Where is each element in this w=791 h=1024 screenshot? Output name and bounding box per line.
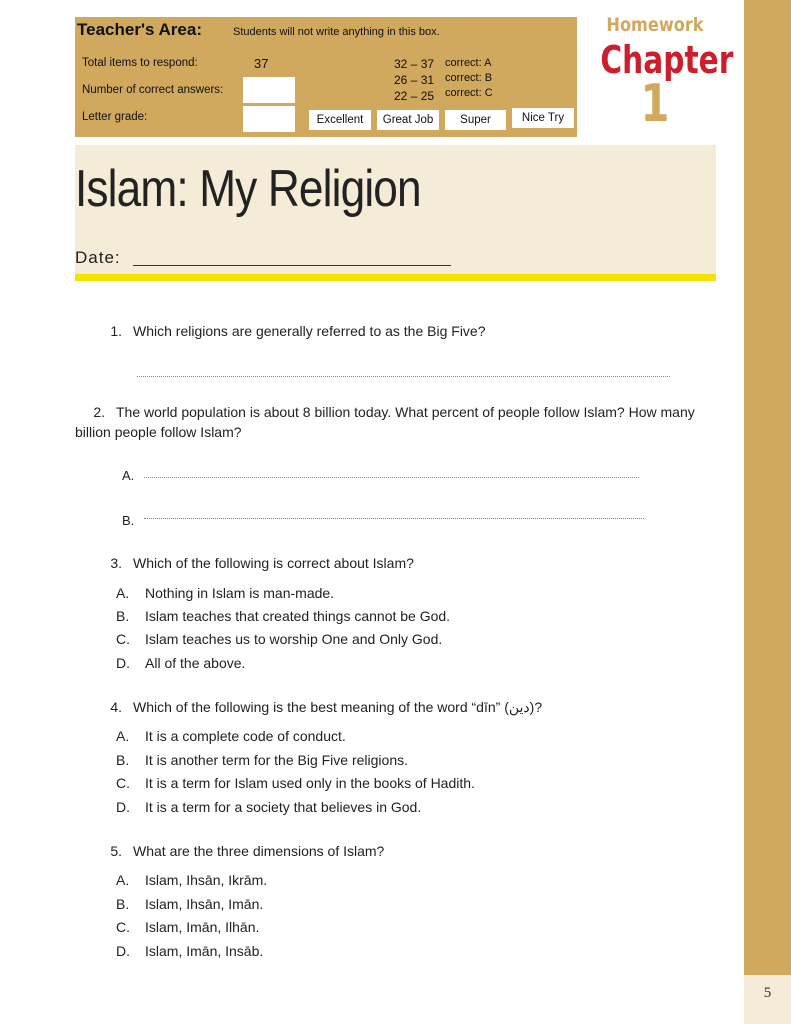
question-number: 1. (110, 323, 122, 339)
letter-grade-label: Letter grade: (82, 111, 148, 123)
question-1 (75, 321, 725, 341)
letter-grade-field[interactable] (243, 106, 295, 132)
option-5a[interactable]: A. Islam, Ihsān, Ikrām. (116, 872, 268, 888)
question-text: Which religions are generally referred to as the Big Five? (133, 323, 486, 339)
option-5c[interactable]: C. Islam, Imān, Ilhān. (116, 919, 260, 935)
option-4d[interactable]: D. It is a term for a society that believes in God. (116, 799, 422, 815)
total-items-label: Total items to respond: (82, 57, 198, 69)
option-4b[interactable]: B. It is another term for the Big Five religions. (116, 752, 408, 768)
answer-line-2a[interactable] (144, 477, 639, 478)
teacher-area (75, 17, 577, 137)
teacher-area-note: Students will not write anything in this box. (233, 26, 440, 38)
option-3d[interactable]: D. All of the above. (116, 655, 246, 671)
question-text: Which of the following is correct about Islam? (133, 555, 414, 571)
title-underline-bar (75, 274, 716, 281)
question-number: 5. (110, 843, 122, 859)
question-number: 2. (93, 404, 105, 420)
homework-label: Homework (606, 14, 704, 36)
great-job-button[interactable]: Great Job (377, 110, 439, 130)
nice-try-button[interactable]: Nice Try (512, 108, 574, 128)
option-3b[interactable]: B. Islam teaches that created things cannot be God. (116, 608, 451, 624)
question-4 (75, 697, 725, 717)
page-number: 5 (763, 985, 772, 1001)
question-number: 4. (110, 699, 122, 715)
super-button[interactable]: Super (445, 110, 506, 130)
answer-line-1[interactable] (137, 376, 670, 377)
answer-label-b: B. (122, 513, 135, 528)
option-3c[interactable]: C. Islam teaches us to worship One and Only God. (116, 631, 443, 647)
correct-answers-field[interactable] (243, 77, 295, 103)
option-4a[interactable]: A. It is a complete code of conduct. (116, 728, 346, 744)
question-number: 3. (110, 555, 122, 571)
chapter-label: Chapter (600, 38, 734, 82)
answer-label-a: A. (122, 468, 135, 483)
total-items-value: 37 (254, 56, 269, 71)
option-3a[interactable]: A. Nothing in Islam is man-made. (116, 585, 335, 601)
option-5b[interactable]: B. Islam, Ihsān, Imān. (116, 896, 264, 912)
chapter-number: 1 (640, 74, 670, 134)
question-text: Which of the following is the best meaning of the word “dīn” (دين)? (133, 699, 543, 715)
grade-range-a: 32 – 37 (394, 57, 435, 71)
teacher-area-title: Teacher's Area: (77, 20, 202, 39)
question-text: What are the three dimensions of Islam? (133, 843, 385, 859)
page-title: Islam: My Religion (75, 160, 421, 218)
option-4c[interactable]: C. It is a term for Islam used only in the books of Hadith. (116, 775, 475, 791)
option-5d[interactable]: D. Islam, Imān, Insāb. (116, 943, 264, 959)
grade-range-c: 22 – 25 (394, 89, 435, 103)
grade-letter-b: correct: B (445, 72, 493, 84)
title-box (75, 145, 716, 274)
question-5 (75, 841, 725, 861)
question-2 (75, 402, 725, 442)
date-label: Date: (75, 248, 121, 267)
excellent-button[interactable]: Excellent (309, 110, 371, 130)
grade-range-b: 26 – 31 (394, 73, 435, 87)
correct-answers-label: Number of correct answers: (82, 84, 224, 96)
side-band (744, 0, 791, 975)
grade-letter-a: correct: A (445, 57, 492, 69)
question-3 (75, 553, 725, 573)
question-text: The world population is about 8 billion today. What percent of people follow Islam? How many billion people follow Islam? (75, 404, 695, 440)
answer-line-2b[interactable] (144, 518, 644, 519)
date-line[interactable] (133, 265, 451, 266)
grade-letter-c: correct: C (445, 87, 493, 99)
